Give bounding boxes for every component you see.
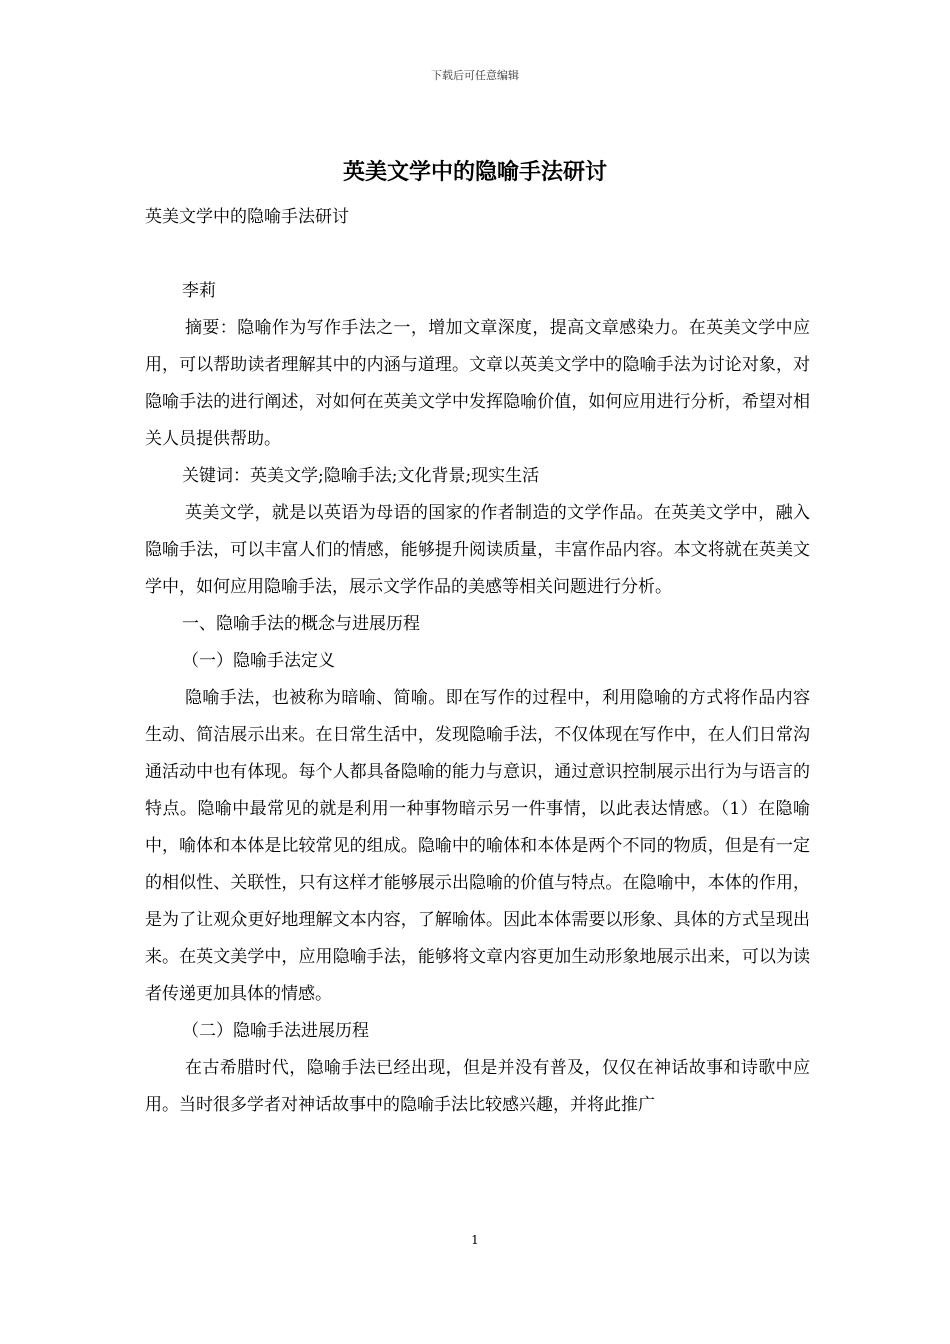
section-heading-1: 一、隐喻手法的概念与进展历程	[182, 614, 420, 634]
page-header-note: 下载后可任意编辑	[431, 69, 519, 82]
body-paragraph-1: 隐喻手法，也被称为暗喻、简喻。即在写作的过程中，利用隐喻的方式将作品内容生动、简洁展示出来。在日常生活中，发现隐喻手法，不仅体现在写作中，在人们日常沟通活动中也有体现。每个人都具备隐喻的能力与意识，通过意识控制展示出行为与语言的特点。隐喻中最常见的就是利用一种事物暗示另一件事情，以此表达情感。（1）在隐喻中，喻体和本体是比较常见的组成。隐喻中的喻体和本体是两个不同的物质，但是有一定的相似性、关联性，只有这样才能够展示出隐喻的价值与特点。在隐喻中，本体的作用，是为了让观众更好地理解文本内容，了解喻体。因此本体需要以形象、具体的方式呈现出来。在英文美学中，应用隐喻手法，能够将文章内容更加生动形象地展示出来，可以为读者传递更加具体的情感。	[145, 688, 810, 1004]
author-name: 李莉	[182, 281, 216, 301]
subsection-heading-1: （一）隐喻手法定义	[182, 651, 335, 671]
body-paragraph-2: 在古希腊时代，隐喻手法已经出现，但是并没有普及，仅仅在神话故事和诗歌中应用。当时很多学者对神话故事中的隐喻手法比较感兴趣，并将此推广	[145, 1058, 810, 1115]
intro-paragraph: 英美文学，就是以英语为母语的国家的作者制造的文学作品。在英美文学中，融入隐喻手法，可以丰富人们的情感，能够提升阅读质量，丰富作品内容。本文将就在英美文学中，如何应用隐喻手法，展示文学作品的美感等相关问题进行分析。	[145, 503, 810, 597]
abstract-paragraph: 摘要：隐喻作为写作手法之一，增加文章深度，提高文章感染力。在英美文学中应用，可以帮助读者理解其中的内涵与道理。文章以英美文学中的隐喻手法为讨论对象，对隐喻手法的进行阐述，对如何在英美文学中发挥隐喻价值，如何应用进行分析，希望对相关人员提供帮助。	[145, 318, 810, 449]
subsection-heading-2: （二）隐喻手法进展历程	[182, 1021, 369, 1041]
document-subtitle: 英美文学中的隐喻手法研讨	[145, 207, 349, 227]
keywords-line: 关键词：英美文学;隐喻手法;文化背景;现实生活	[182, 466, 540, 486]
document-body	[145, 273, 810, 1124]
page-number: 1	[471, 1233, 479, 1247]
document-title: 英美文学中的隐喻手法研讨	[342, 159, 607, 185]
